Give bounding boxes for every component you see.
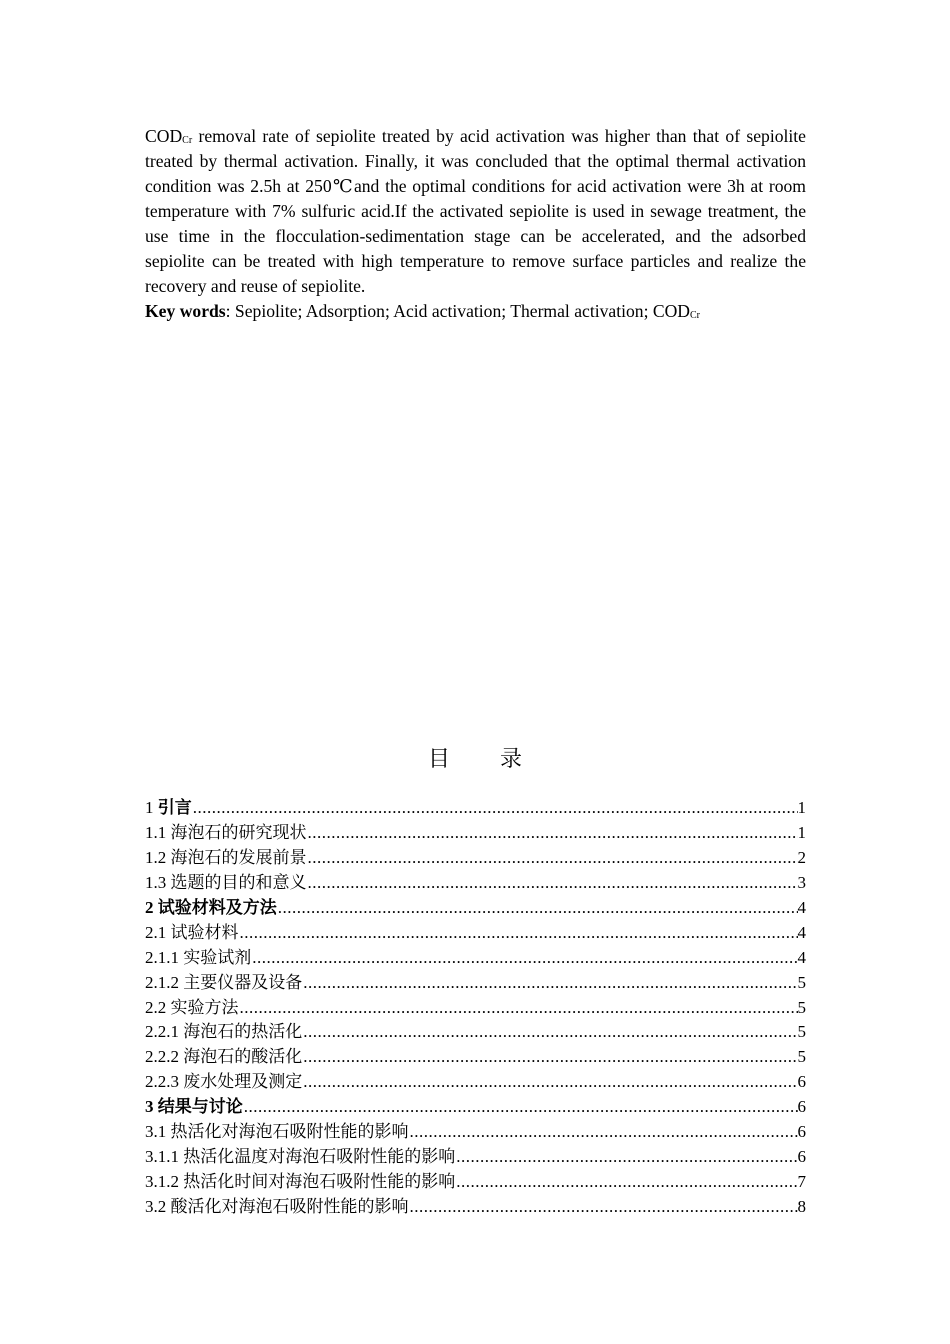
toc-entry-page: 8 [797, 1197, 806, 1216]
toc-entry-label [145, 821, 307, 846]
toc-entry-label [145, 996, 239, 1021]
toc-leader-dots [308, 846, 798, 871]
toc-heading-right: 录 [500, 746, 523, 771]
keywords-label: Key words [145, 301, 226, 321]
toc-entry-title: 海泡石的研究现状 [170, 822, 307, 842]
toc-leader-dots [303, 1070, 797, 1095]
abstract-paragraph [145, 124, 806, 299]
toc-leader-dots [252, 946, 797, 971]
toc-leader-dots [303, 971, 797, 996]
toc-entry[interactable] [145, 1195, 806, 1220]
abstract-body-text: removal rate of sepiolite treated by acid activation was higher than that of sepiolite treated by thermal activation. Finally, it was concluded that the optimal thermal activation condition was 2.5h at 250℃and the optimal conditions for acid activation were 3h at room temperature with 7% sulfuric acid.If the activated sepiolite is used in sewage treatment, the use time in the flocculation-sedimentation stage can be accelerated, and the adsorbed sepiolite can be treated with high temperature to remove surface particles and realize the recovery and reuse of sepiolite. [145, 126, 806, 296]
toc-entry-page: 6 [797, 1097, 806, 1117]
toc-entry-title: 海泡石的酸活化 [183, 1047, 303, 1067]
toc-entry-number: 3.1 [145, 1122, 171, 1142]
toc-leader-dots [240, 921, 798, 946]
toc-entry-label [145, 1095, 243, 1120]
toc-entry-page: 6 [797, 1147, 806, 1167]
toc-leader-dots [193, 796, 798, 821]
toc-entry-label [145, 1045, 302, 1070]
toc-entry[interactable] [145, 1120, 806, 1145]
toc-entry-label [145, 896, 277, 921]
toc-leader-dots [410, 1120, 798, 1145]
toc-entry-title: 试验材料及方法 [157, 897, 277, 917]
toc-entry-label [145, 1070, 302, 1095]
toc-entry-page: 1 [797, 822, 806, 842]
toc-entry-number: 2.2.2 [145, 1047, 184, 1067]
toc-entry-page: 2 [797, 847, 806, 867]
toc-entry-number: 1 [145, 798, 158, 817]
toc-entry[interactable] [145, 896, 806, 921]
toc-entry-title: 热活化温度对海泡石吸附性能的影响 [183, 1147, 456, 1167]
toc-entry[interactable] [145, 946, 806, 971]
toc-entry-label [145, 1170, 455, 1195]
toc-entry-title: 废水处理及测定 [183, 1072, 303, 1092]
toc-entry-number: 3.1.2 [145, 1172, 184, 1192]
toc-entry[interactable] [145, 1045, 806, 1070]
toc-leader-dots [456, 1170, 797, 1195]
abstract-cod-text: COD [145, 126, 183, 146]
toc-leader-dots [244, 1095, 798, 1120]
toc-entry-title: 海泡石的发展前景 [170, 847, 307, 867]
keywords-cr-subscript: Cr [690, 310, 701, 321]
toc-entry-number: 3 [145, 1097, 158, 1117]
toc-entry-label [145, 1120, 409, 1145]
toc-entry-page: 4 [797, 922, 806, 942]
toc-entry-label [145, 1145, 455, 1170]
toc-entry-title: 实验方法 [170, 997, 239, 1017]
toc-entry-label [145, 921, 239, 946]
toc-entry-title: 引言 [157, 798, 192, 817]
toc-entry-number: 2 [145, 897, 158, 917]
table-of-contents [145, 796, 806, 1220]
toc-entry-title: 选题的目的和意义 [170, 872, 307, 892]
toc-entry-number: 3.1.1 [145, 1147, 184, 1167]
keywords-line [145, 299, 806, 324]
toc-entry-number: 2.2.1 [145, 1022, 184, 1042]
toc-entry-title: 热活化时间对海泡石吸附性能的影响 [183, 1172, 456, 1192]
toc-entry-label [145, 846, 307, 871]
toc-entry-number: 2.1 [145, 922, 171, 942]
toc-entry-number: 2.2 [145, 997, 171, 1017]
toc-entry[interactable] [145, 971, 806, 996]
toc-leader-dots [278, 896, 798, 921]
toc-entry-title: 主要仪器及设备 [183, 972, 303, 992]
toc-entry[interactable] [145, 1020, 806, 1045]
toc-entry-label [145, 796, 192, 821]
toc-entry-label [145, 1195, 409, 1220]
toc-entry-title: 实验试剂 [183, 947, 252, 967]
toc-entry-page: 4 [797, 897, 806, 917]
toc-leader-dots [456, 1145, 797, 1170]
toc-leader-dots [410, 1195, 798, 1220]
toc-entry[interactable] [145, 921, 806, 946]
toc-entry-page: 6 [797, 1072, 806, 1092]
toc-entry-number: 2.1.2 [145, 972, 184, 992]
toc-entry-page: 3 [797, 872, 806, 892]
toc-entry-label [145, 1020, 302, 1045]
toc-entry-number: 2.2.3 [145, 1072, 184, 1092]
toc-entry-number: 1.1 [145, 822, 171, 842]
english-abstract [145, 124, 806, 324]
toc-leader-dots [240, 996, 798, 1021]
toc-entry-page: 5 [797, 997, 806, 1017]
toc-entry-title: 酸活化对海泡石吸附性能的影响 [170, 1197, 409, 1216]
toc-entry-page: 6 [797, 1122, 806, 1142]
toc-entry-number: 2.1.1 [145, 947, 184, 967]
toc-entry-page: 7 [797, 1172, 806, 1192]
toc-leader-dots [303, 1045, 797, 1070]
toc-entry-page: 5 [797, 972, 806, 992]
toc-entry-number: 1.3 [145, 872, 171, 892]
toc-entry[interactable] [145, 846, 806, 871]
toc-entry-title: 热活化对海泡石吸附性能的影响 [170, 1122, 409, 1142]
toc-entry[interactable] [145, 1070, 806, 1095]
toc-entry-title: 试验材料 [170, 922, 239, 942]
toc-entry[interactable] [145, 1170, 806, 1195]
toc-entry-page: 5 [797, 1047, 806, 1067]
toc-heading-left: 目 [427, 746, 450, 771]
toc-entry-number: 3.2 [145, 1197, 171, 1216]
toc-entry[interactable] [145, 871, 806, 896]
toc-heading [0, 744, 950, 774]
toc-entry[interactable] [145, 1145, 806, 1170]
toc-entry-label [145, 871, 307, 896]
toc-entry-title: 海泡石的热活化 [183, 1022, 303, 1042]
keywords-text: : Sepiolite; Adsorption; Acid activation; Thermal activation; COD [225, 301, 691, 321]
toc-entry-label [145, 971, 302, 996]
toc-leader-dots [303, 1020, 797, 1045]
toc-entry-title: 结果与讨论 [157, 1097, 243, 1117]
toc-entry[interactable] [145, 821, 806, 846]
toc-entry[interactable] [145, 1095, 806, 1120]
toc-leader-dots [308, 821, 798, 846]
toc-entry-page: 1 [797, 798, 806, 817]
toc-entry[interactable] [145, 996, 806, 1021]
abstract-cr-subscript: Cr [182, 135, 193, 146]
toc-leader-dots [308, 871, 798, 896]
toc-entry-label [145, 946, 251, 971]
toc-entry-page: 4 [797, 947, 806, 967]
toc-entry-number: 1.2 [145, 847, 171, 867]
toc-entry-page: 5 [797, 1022, 806, 1042]
toc-entry[interactable] [145, 796, 806, 821]
